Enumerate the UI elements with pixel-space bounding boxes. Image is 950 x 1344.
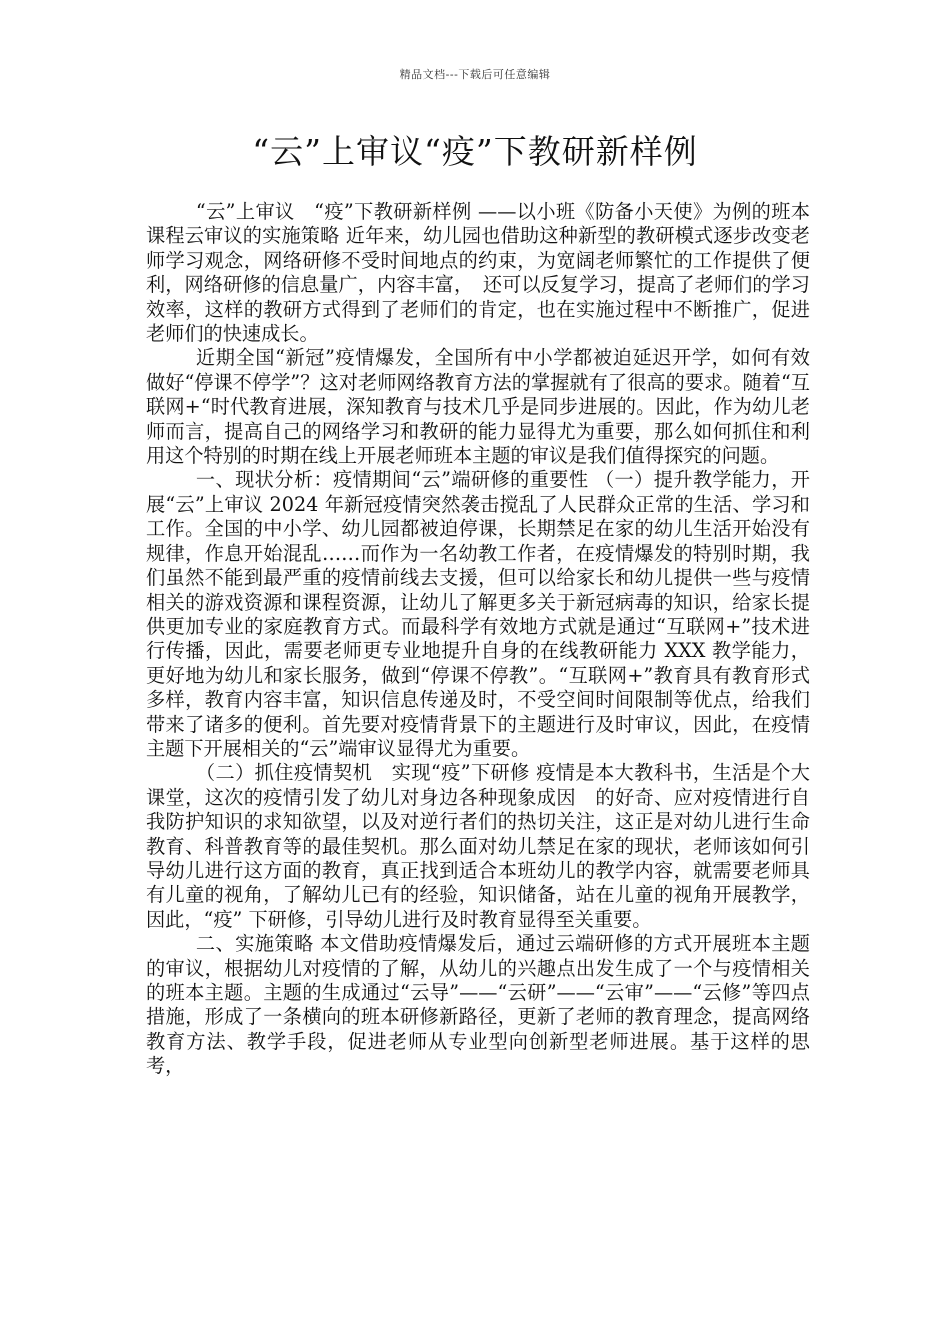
paragraph: 一、现状分析：疫情期间“云”端研修的重要性 （一）提升教学能力，开展“云”上审议 2024 年新冠疫情突然袭击搅乱了人民群众正常的生活、学习和工作。全国的中小学、幼儿园都被迫停课，长期禁足在家的幼儿生活开始没有规律，作息开始混乱……而作为一名幼教工作者，在疫情爆发的特别时期，我们虽然不能到最严重的疫情前线去支援，但可以给家长和幼儿提供一些与疫情相关的游戏资源和课程资源，让幼儿了解更多关于新冠病毒的知识，给家长提供更加专业的家庭教育方式。而最科学有效地方式就是通过“互联网+”技术进行传播，因此，需要老师更专业地提升自身的在线教研能力 XXX 教学能力，更好地为幼儿和家长服务，做到“停课不停教”。“互联网+”教育具有教育形式多样，教育内容丰富，知识信息传递及时，不受空间时间限制等优点，给我们带来了诸多的便利。首先要对疫情背景下的主题进行及时审议，因此，在疫情主题下开展相关的“云”端审议显得尤为重要。 [146, 468, 810, 760]
paragraph: （二）抓住疫情契机 实现“疫”下研修 疫情是本大教科书，生活是个大课堂，这次的疫情引发了幼儿对身边各种现象成因 的好奇、应对疫情进行自我防护知识的求知欲望，以及对逆行者们的热切关注，这正是对幼儿进行生命教育、科普教育等的最佳契机。那么面对幼儿禁足在家的现状，老师该如何引导幼儿进行这方面的教育，真正找到适合本班幼儿的教学内容，就需要老师具有儿童的视角，了解幼儿已有的经验，知识储备，站在儿童的视角开展教学，因此，“疫” 下研修，引导幼儿进行及时教育显得至关重要。 [146, 761, 810, 931]
document-title: “云”上审议“疫”下教研新样例 [252, 132, 698, 171]
paragraph: “云”上审议 “疫”下教研新样例 ——以小班《防备小天使》为例的班本课程云审议的实施策略 近年来，幼儿园也借助这种新型的教研模式逐步改变老师学习观念，网络研修不受时间地点的约束，为宽阔老师繁忙的工作提供了便利，网络研修的信息量广，内容丰富， 还可以反复学习，提高了老师们的学习效率，这样的教研方式得到了老师们的肯定，也在实施过程中不断推广，促进老师们的快速成长。 [146, 200, 810, 346]
paragraph: 近期全国“新冠”疫情爆发，全国所有中小学都被迫延迟开学，如何有效做好“停课不停学”？这对老师网络教育方法的掌握就有了很高的要求。随着“互联网+“时代教育进展，深知教育与技术几乎是同步进展的。因此，作为幼儿老师而言，提高自己的网络学习和教研的能力显得尤为重要，那么如何抓住和利用这个特别的时期在线上开展老师班本主题的审议是我们值得探究的问题。 [146, 346, 810, 468]
header-note: 精品文档---下载后可任意编辑 [399, 68, 551, 81]
document-body [146, 200, 810, 1079]
paragraph: 二、实施策略 本文借助疫情爆发后，通过云端研修的方式开展班本主题的审议，根据幼儿对疫情的了解，从幼儿的兴趣点出发生成了一个与疫情相关的班本主题。主题的生成通过“云导”——“云研”——“云审”——“云修”等四点措施，形成了一条横向的班本研修新路径，更新了老师的教育理念，提高网络教育方法、教学手段，促进老师从专业型向创新型老师进展。基于这样的思考， [146, 932, 810, 1078]
